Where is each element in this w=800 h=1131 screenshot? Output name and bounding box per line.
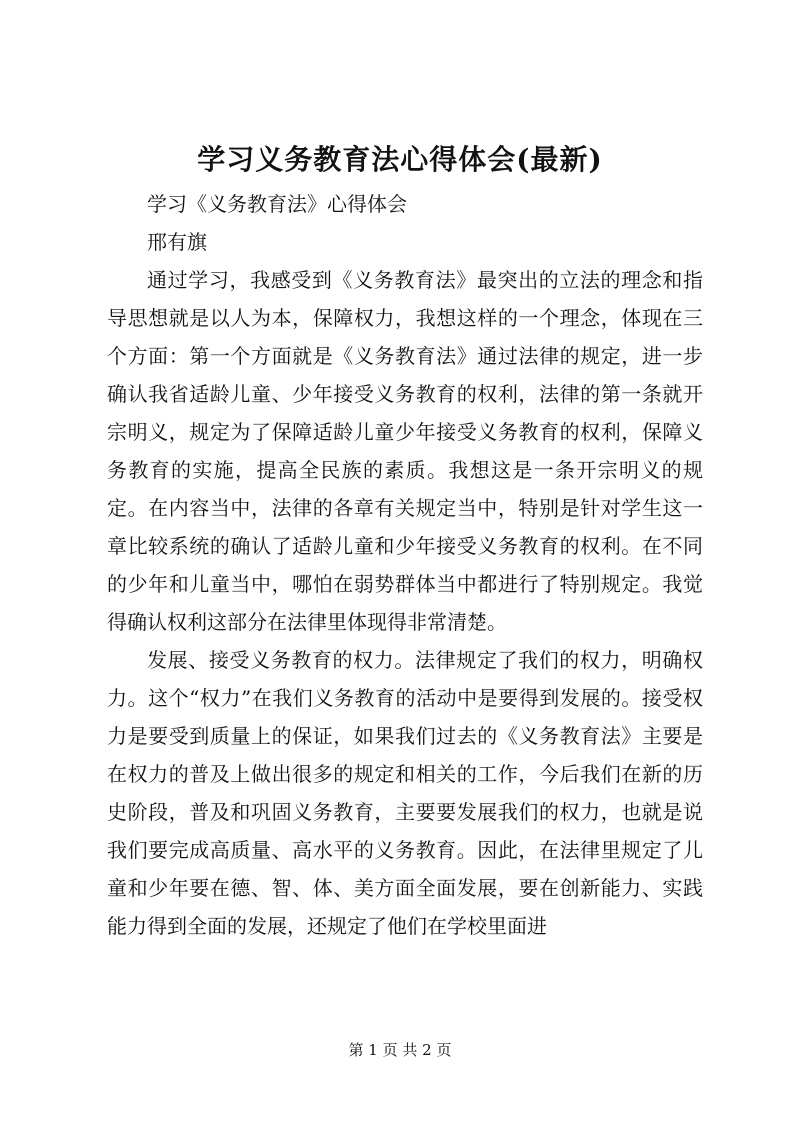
- author-paragraph: 邢有旗: [147, 230, 207, 254]
- body-paragraph: 通过学习，我感受到《义务教育法》最突出的立法的理念和指导思想就是以人为本，保障权力，我想这样的一个理念，体现在三个方面：第一个方面就是《义务教育法》通过法律的规定，进一步确认我省适龄儿童、少年接受义务教育的权利，法律的第一条就开宗明义，规定为了保障适龄儿童少年接受义务教育的权利，保障义务教育的实施，提高全民族的素质。我想这是一条开宗明义的规定。在内容当中，法律的各章有关规定当中，特别是针对学生这一章比较系统的确认了适龄儿童和少年接受义务教育的权利。在不同的少年和儿童当中，哪怕在弱势群体当中都进行了特别规定。我觉得确认权利这部分在法律里体现得非常清楚。: [107, 268, 703, 634]
- subtitle-paragraph: 学习《义务教育法》心得体会: [147, 192, 407, 216]
- document-body: [107, 185, 703, 945]
- document-title: 学习义务教育法心得体会(最新): [197, 143, 603, 176]
- page-footer: 第 1 页 共 2 页: [348, 1041, 452, 1059]
- body-paragraph: 发展、接受义务教育的权力。法律规定了我们的权力，明确权力。这个“权力”在我们义务教育的活动中是要得到发展的。接受权力是要受到质量上的保证，如果我们过去的《义务教育法》主要是在权力的普及上做出很多的规定和相关的工作，今后我们在新的历史阶段，普及和巩固义务教育，主要要发展我们的权力，也就是说我们要完成高质量、高水平的义务教育。因此，在法律里规定了儿童和少年要在德、智、体、美方面全面发展，要在创新能力、实践能力得到全面的发展，还规定了他们在学校里面进: [107, 648, 703, 938]
